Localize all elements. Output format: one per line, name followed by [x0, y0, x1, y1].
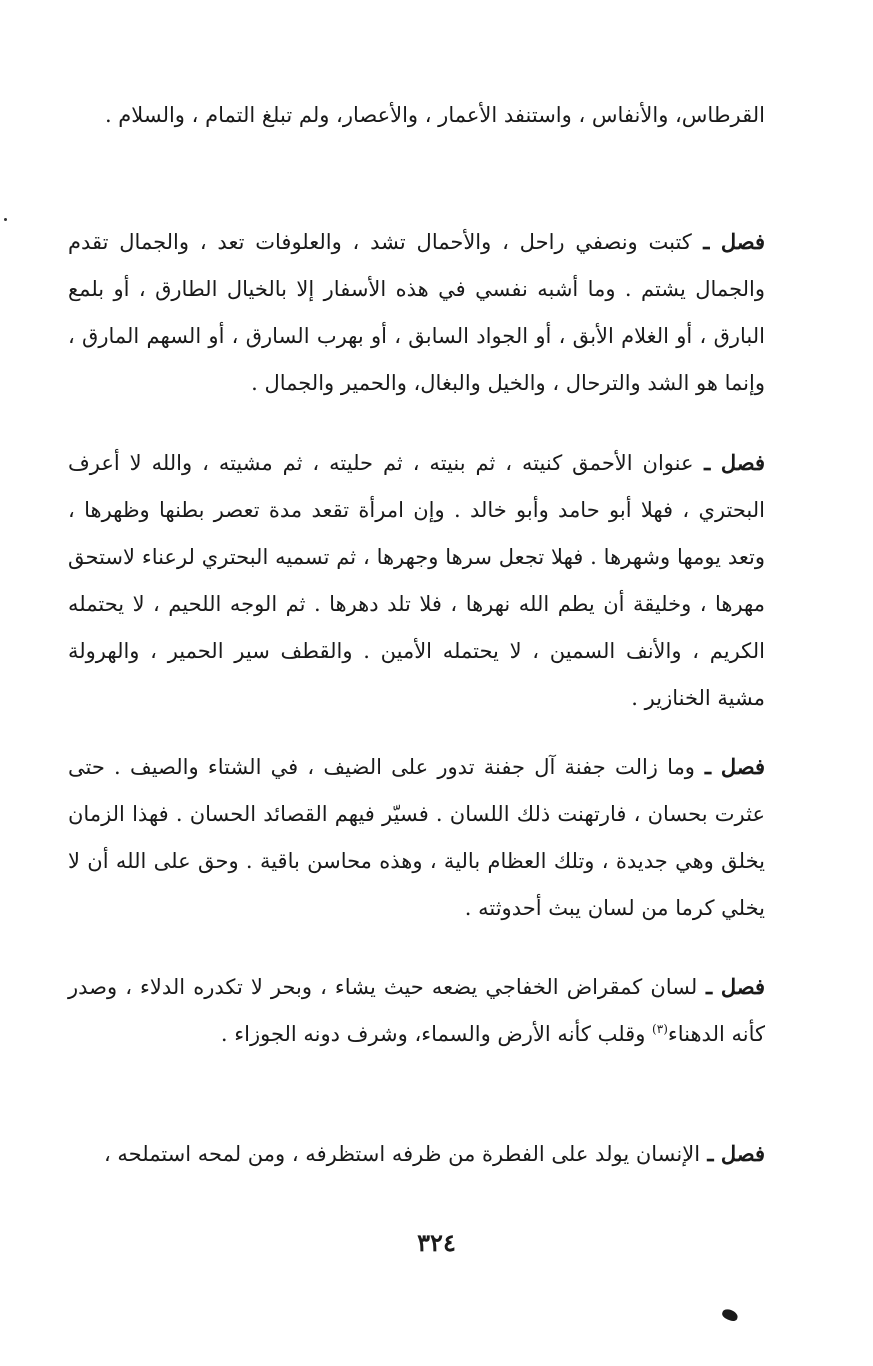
paragraph-text: القرطاس، والأنفاس ، واستنفد الأعمار ، والأعصار، ولم تبلغ التمام ، والسلام .	[104, 103, 765, 127]
section-lead: فصل ـ	[691, 229, 765, 254]
paragraph-text: عنوان الأحمق كنيته ، ثم بنيته ، ثم حليته ، ثم مشيته ، والله لا أعرف البحتري ، فهلا أبو حامد وأبو خالد . وإن امرأة تقعد مدة تعصر بطنها وظهرها ، وتعد يومها وشهرها . فهلا تجعل سرها وجهرها ، ثم تسميه البحتري لرعناء لاستحق مهرها ، وخليقة أن يطم الله نهرها ، فلا تلد دهرها . ثم الوجه اللحيم ، لا يحتمله الكريم ، والأنف السمين ، لا يحتمله الأمين . والقطف سير الحمير ، والهرولة مشية الخنازير .	[68, 451, 765, 710]
paragraph-text: وقلب كأنه الأرض والسماء، وشرف دونه الجوزاء .	[220, 1022, 653, 1046]
footnote-marker: (٣)	[652, 1022, 668, 1036]
section-tongue	[68, 963, 765, 1058]
paragraph-text: الإنسان يولد على الفطرة من ظرفه استظرفه ، ومن لمحه استملحه ،	[103, 1142, 701, 1166]
section-lead: فصل ـ	[700, 1141, 765, 1166]
paragraph-continuation	[68, 92, 765, 139]
page-number: ٣٢٤	[417, 1228, 456, 1257]
section-fool	[68, 439, 765, 722]
paragraph-text: وما زالت جفنة آل جفنة تدور على الضيف ، في الشتاء والصيف . حتى عثرت بحسان ، فارتهنت ذلك اللسان . فسيّر فيهم القصائد الحسان . فهذا الزمان يخلق وهي جديدة ، وتلك العظام بالية ، وهذه محاسن باقية . وحق على الله أن لا يخلي كرما من لسان يبث أحدوثته .	[68, 755, 765, 920]
section-human	[68, 1130, 765, 1178]
scan-speck	[4, 218, 7, 221]
section-lead: فصل ـ	[694, 754, 766, 779]
section-jafna	[68, 743, 765, 932]
paragraph-text: كتبت ونصفي راحل ، والأحمال تشد ، والعلوفات تعد ، والجمال تقدم والجمال يشتم . وما أشبه نفسي في هذه الأسفار إلا بالخيال الطارق ، أو بلمع البارق ، أو الغلام الأبق ، أو الجواد السابق ، أو بهرب السارق ، أو السهم المارق ، وإنما هو الشد والترحال ، والخيل والبغال، والحمير والجمال .	[68, 230, 765, 395]
scan-mark	[721, 1308, 739, 1323]
paragraph-text: لسان كمقراض الخفاجي يضعه حيث يشاء ، وبحر لا تكدره الدلاء ، وصدر كأنه الدهناء	[68, 975, 765, 1046]
section-travel	[68, 218, 765, 407]
section-lead: فصل ـ	[697, 974, 765, 999]
section-lead: فصل ـ	[693, 450, 765, 475]
